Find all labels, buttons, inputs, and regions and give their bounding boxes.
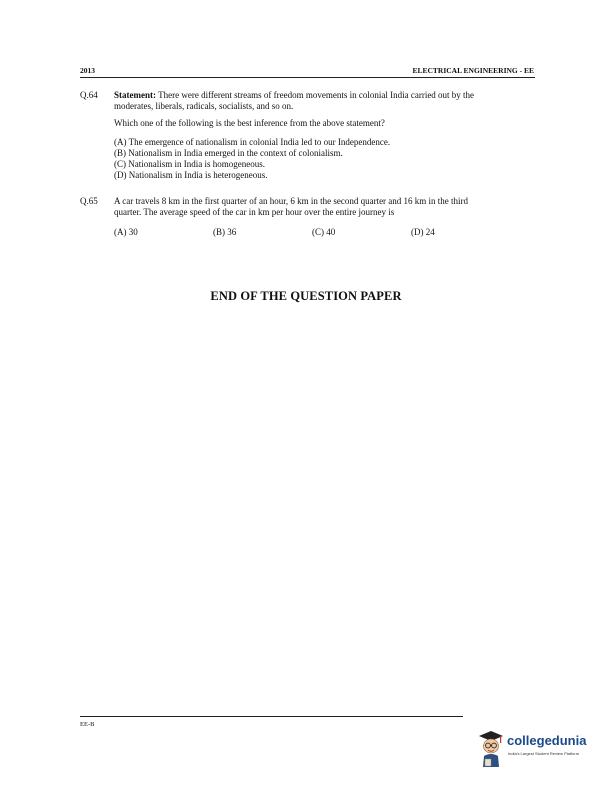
option-c: (C) Nationalism in India is homogeneous. — [114, 159, 265, 169]
option-d: (D) 24 — [411, 227, 435, 237]
option-a: (A) The emergence of nationalism in colonial India led to our Independence. — [114, 137, 391, 147]
question-line-1: A car travels 8 km in the first quarter of an hour, 6 km in the second quarter and 16 km in the third — [114, 196, 469, 206]
end-of-paper-heading: END OF THE QUESTION PAPER — [210, 289, 402, 303]
footer-page-code: EE-B — [80, 721, 95, 728]
collegedunia-logo — [477, 727, 599, 771]
logo-tagline: India's Largest Student Review Platform — [508, 751, 580, 756]
question-number: Q.64 — [80, 90, 98, 100]
student-mascot-icon — [477, 727, 505, 767]
option-b: (B) 36 — [213, 227, 237, 237]
statement-line-2: moderates, liberals, radicals, socialists, and so on. — [114, 101, 294, 111]
option-b: (B) Nationalism in India emerged in the context of colonialism. — [114, 148, 343, 158]
question-prompt: Which one of the following is the best inference from the above statement? — [114, 118, 385, 128]
question-number: Q.65 — [80, 196, 98, 206]
header-year: 2013 — [80, 66, 95, 75]
header-rule — [80, 77, 535, 78]
footer-rule — [80, 716, 463, 717]
option-d: (D) Nationalism in India is heterogeneous. — [114, 170, 268, 180]
statement-label: Statement: — [114, 90, 156, 100]
question-line-2: quarter. The average speed of the car in km per hour over the entire journey is — [114, 207, 395, 217]
statement-line-1: There were different streams of freedom movements in colonial India carried out by the — [158, 90, 475, 100]
option-c: (C) 40 — [312, 227, 336, 237]
logo-wordmark: collegedunia — [507, 733, 587, 748]
question-statement — [114, 90, 534, 101]
header-subject: ELECTRICAL ENGINEERING - EE — [412, 66, 534, 75]
option-a: (A) 30 — [114, 227, 138, 237]
